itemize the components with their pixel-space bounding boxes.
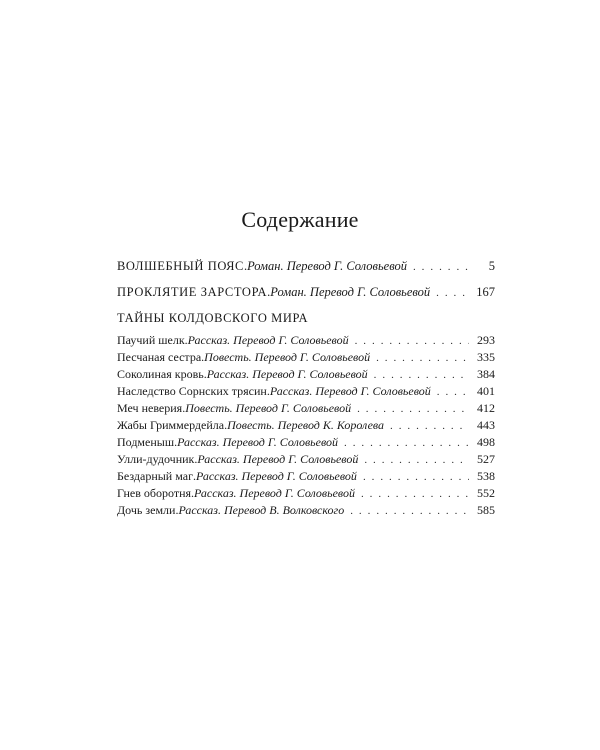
dot-leader — [376, 350, 469, 367]
toc-entry-title: Наследство Сорнских трясин — [117, 384, 267, 398]
toc-entry-description: Повесть. Перевод К. Королева — [227, 418, 385, 432]
dot-leader — [364, 452, 469, 469]
toc-entry-page: 552 — [477, 486, 495, 500]
dot-leader — [413, 259, 469, 276]
toc-separator: . — [201, 350, 205, 364]
toc-entry-page: 498 — [477, 435, 495, 449]
toc-entry-title: Подменыш — [117, 435, 175, 449]
toc-entry — [117, 485, 495, 502]
dot-leader — [390, 418, 469, 435]
toc-entry-title: ВОЛШЕБНЫЙ ПОЯС — [117, 259, 244, 273]
toc-entry-page: 538 — [477, 469, 495, 483]
toc-separator: . — [191, 486, 195, 500]
toc-separator: . — [192, 469, 196, 483]
toc-entry — [117, 366, 495, 383]
dot-leader — [361, 486, 469, 503]
toc-separator: . — [175, 503, 179, 517]
toc-separator: . — [184, 333, 188, 347]
toc-entry — [117, 349, 495, 366]
dot-leader — [344, 435, 469, 452]
toc-entry — [117, 468, 495, 485]
toc-entry-page: 384 — [477, 367, 495, 381]
toc-entry-title: Жабы Гриммердейла — [117, 418, 225, 432]
toc-entry-description: Рассказ. Перевод Г. Соловьевой — [197, 452, 359, 466]
toc-entry-page: 335 — [477, 350, 495, 364]
toc-entry-page: 527 — [477, 452, 495, 466]
toc-entry — [117, 502, 495, 519]
toc-separator: . — [194, 452, 198, 466]
toc-entry-major — [117, 258, 495, 275]
dot-leader — [355, 333, 469, 350]
toc-entry-description: Рассказ. Перевод В. Волковского — [178, 503, 345, 517]
toc-entry-description: Рассказ. Перевод Г. Соловьевой — [206, 367, 368, 381]
toc-entry-page: 443 — [477, 418, 495, 432]
toc-separator: . — [224, 418, 228, 432]
toc-entry-major — [117, 284, 495, 301]
toc-entry-description: Роман. Перевод Г. Соловьевой — [247, 259, 407, 273]
toc-entry-description: Повесть. Перевод Г. Соловьевой — [204, 350, 371, 364]
toc-entry-title: Песчаная сестра — [117, 350, 202, 364]
toc-entry-page: 585 — [477, 503, 495, 517]
toc-entry-page: 401 — [477, 384, 495, 398]
dot-leader — [436, 285, 469, 302]
toc-entry-description: Рассказ. Перевод Г. Соловьевой — [177, 435, 339, 449]
toc-entry-page: 167 — [476, 285, 495, 299]
toc-entry-description: Рассказ. Перевод Г. Соловьевой — [195, 469, 357, 483]
toc-entry-title: Бездарный маг — [117, 469, 193, 483]
toc-entry-description: Рассказ. Перевод Г. Соловьевой — [269, 384, 431, 398]
toc-entry-description: Рассказ. Перевод Г. Соловьевой — [187, 333, 349, 347]
dot-leader — [357, 401, 469, 418]
toc-separator: . — [182, 401, 186, 415]
toc-entry-page: 293 — [477, 333, 495, 347]
toc-entry-title: Меч неверия — [117, 401, 183, 415]
section-heading: ТАЙНЫ КОЛДОВСКОГО МИРА — [117, 311, 309, 325]
dot-leader — [374, 367, 469, 384]
toc-entry-description: Рассказ. Перевод Г. Соловьевой — [194, 486, 355, 500]
toc-entry — [117, 383, 495, 400]
dot-leader — [350, 503, 469, 520]
toc-entry-description: Повесть. Перевод Г. Соловьевой — [185, 401, 352, 415]
toc-entry — [117, 400, 495, 417]
toc-entry-title: ПРОКЛЯТИЕ ЗАРСТОРА — [117, 285, 268, 299]
toc-entry — [117, 451, 495, 468]
toc-entry-title: Паучий шелк — [117, 333, 185, 347]
toc-separator: . — [174, 435, 178, 449]
toc-entry-title: Дочь земли — [117, 503, 176, 517]
page-title: Содержание — [241, 207, 359, 232]
table-of-contents — [117, 258, 495, 519]
toc-separator: . — [243, 259, 248, 273]
dot-leader — [437, 384, 469, 401]
toc-entry-description: Роман. Перевод Г. Соловьевой — [270, 285, 431, 299]
toc-separator: . — [267, 285, 271, 299]
toc-entry-page: 5 — [488, 259, 495, 273]
toc-entry-page: 412 — [477, 401, 495, 415]
toc-entry — [117, 417, 495, 434]
toc-entry-title: Гнев оборотня — [117, 486, 192, 500]
toc-entry — [117, 434, 495, 451]
toc-separator: . — [203, 367, 207, 381]
toc-entry-title: Соколиная кровь — [117, 367, 204, 381]
toc-entry — [117, 332, 495, 349]
dot-leader — [363, 469, 469, 486]
toc-separator: . — [266, 384, 270, 398]
toc-entry-title: Улли-дудочник — [117, 452, 195, 466]
